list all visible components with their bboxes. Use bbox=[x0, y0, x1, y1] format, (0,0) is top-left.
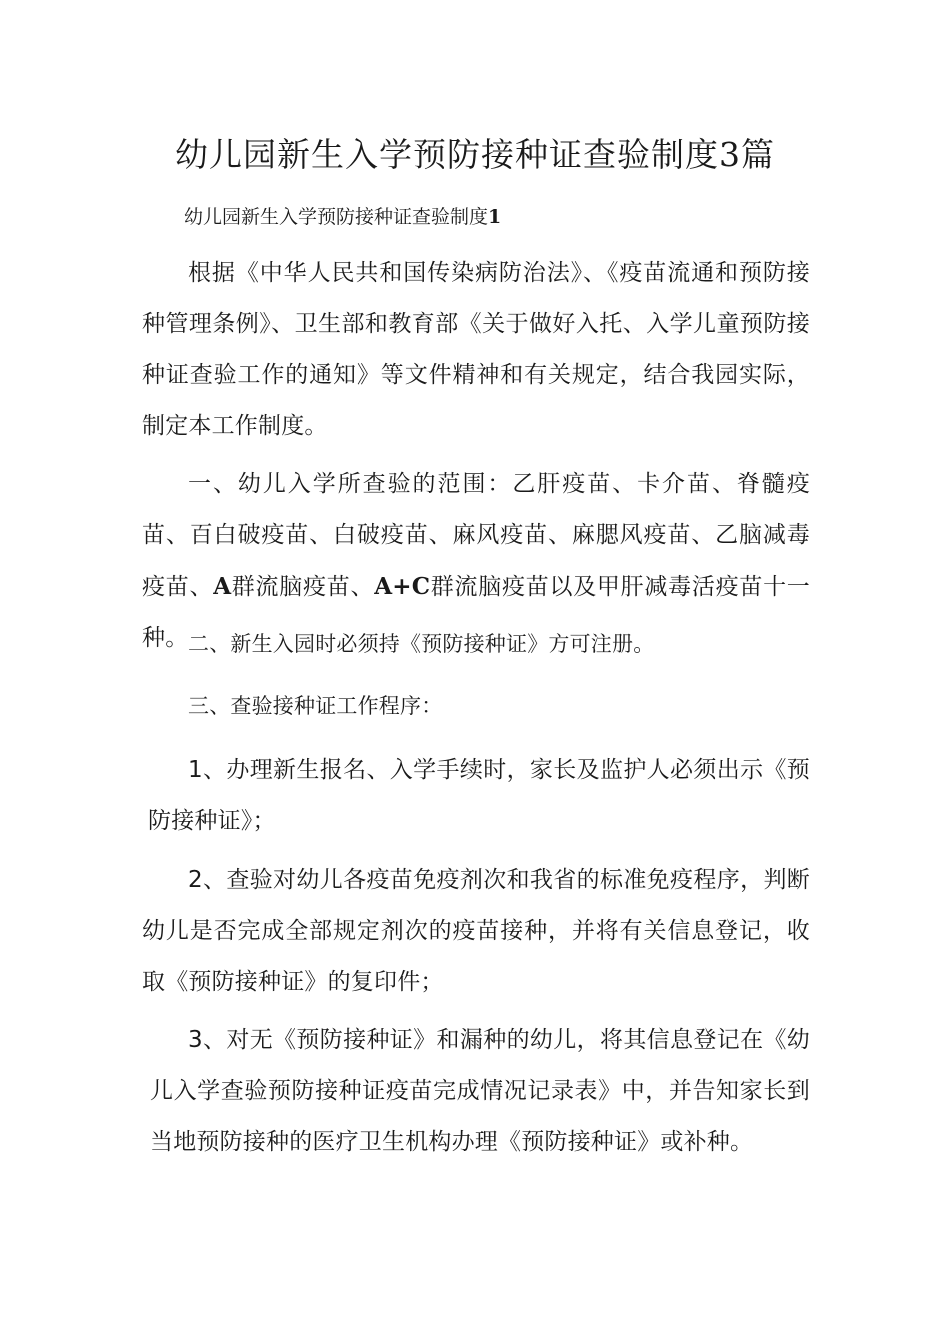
section-heading bbox=[184, 203, 501, 231]
registration-paragraph: 二、新生入园时必须持《预防接种证》方可注册。 bbox=[188, 632, 655, 656]
section-heading-text: 幼儿园新生入学预防接种证查验制度 bbox=[184, 206, 489, 228]
document-title: 幼儿园新生入学预防接种证查验制度3篇 bbox=[175, 135, 775, 174]
step-2-text: 、查验对幼儿各疫苗免疫剂次和我省的标准免疫程序，判断幼儿是否完成全部规定剂次的疫苗接种，并将有关信息登记，收取《预防接种证》的复印件； bbox=[142, 867, 810, 995]
section-heading-number: 1 bbox=[488, 206, 502, 228]
scope-bold-2: A+C bbox=[374, 573, 431, 600]
step-3-text: 、对无《预防接种证》和漏种的幼儿，将其信息登记在《幼儿入学查验预防接种证疫苗完成情况记录表》中，并告知家长到当地预防接种的医疗卫生机构办理《预防接种证》或补种。 bbox=[150, 1027, 810, 1155]
scope-bold-1: A bbox=[213, 573, 232, 600]
procedure-step-1 bbox=[148, 745, 810, 847]
step-1-number: 1 bbox=[188, 757, 203, 783]
scope-text-3: 群流脑疫苗以及甲肝减毒活疫苗十一种。 bbox=[142, 574, 811, 651]
step-2-number: 2 bbox=[188, 867, 203, 893]
scope-text-2: 群流脑疫苗、 bbox=[231, 574, 375, 600]
step-1-text: 、办理新生报名、入学手续时，家长及监护人必须出示《预防接种证》； bbox=[148, 757, 810, 834]
scope-text-1: 一、幼儿入学所查验的范围：乙肝疫苗、卡介苗、脊髓疫苗、百白破疫苗、白破疫苗、麻风疫苗、麻腮风疫苗、乙脑减毒疫苗、 bbox=[142, 471, 810, 600]
procedure-heading: 三、查验接种证工作程序： bbox=[188, 694, 443, 718]
procedure-step-3 bbox=[150, 1015, 810, 1168]
step-3-number: 3 bbox=[188, 1027, 203, 1053]
procedure-step-2 bbox=[142, 855, 810, 1008]
intro-paragraph: 根据《中华人民共和国传染病防治法》、《疫苗流通和预防接种管理条例》、卫生部和教育部《关于做好入托、入学儿童预防接种证查验工作的通知》等文件精神和有关规定，结合我园实际，制定本工作制度。 bbox=[142, 260, 810, 439]
